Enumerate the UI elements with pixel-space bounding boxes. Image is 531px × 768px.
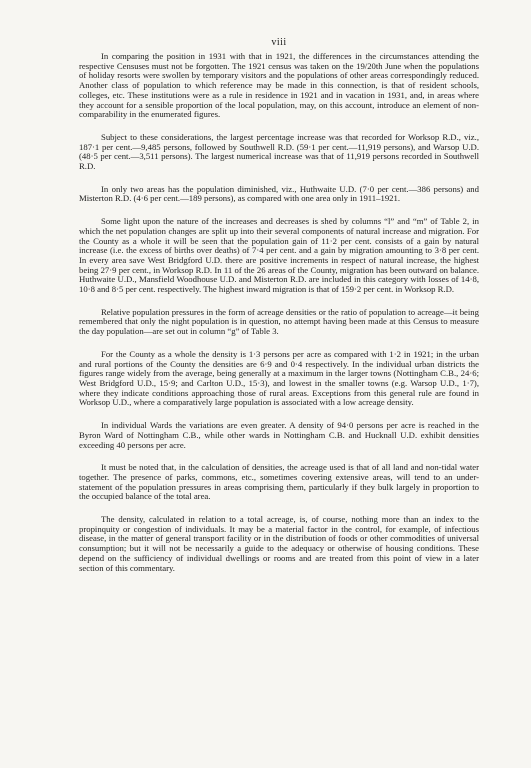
paragraph-comparison-circumstances: In comparing the position in 1931 with that in 1921, the differences in the circumstances attending the respective Censuses must not be forgotten. The 1921 census was taken on the 19/20th June when the populations of holiday resorts were swollen by temporary visitors and the populations of other areas correspondingly reduced. Another class of population to which reference may be made in this connection, is that of resident schools, colleges, etc. These institutions were as a rule in residence in 1921 and in vacation in 1931, and, in areas where they account for a sensible proportion of the local population, may, on this account, introduce an element of non-comparability in the enumerated figures.	[79, 51, 479, 120]
paragraph-acreage-calculation: It must be noted that, in the calculation of densities, the acreage used is that of all land and non-tidal water together. The presence of parks, commons, etc., sometimes covering extensive areas, will tend to an under-statement of the population pressures in areas comprising them, particularly if they bulk largely in proportion to the occupied balance of the total area.	[79, 462, 479, 502]
paragraph-population-diminished: In only two areas has the population diminished, viz., Huthwaite U.D. (7·0 per cent.—386 persons) and Misterton R.D. (4·6 per cent.—189 persons), as compared with one area only in 1911–1921.	[79, 183, 479, 204]
paragraph-acreage-densities: Relative population pressures in the form of acreage densities or the ratio of population to acreage—it being remembered that only the night population is in question, no attempt having been made at this Census to measure the day population—are set out in column “g” of Table 3.	[79, 306, 479, 337]
paragraph-largest-increase: Subject to these considerations, the largest percentage increase was that recorded for Worksop R.D., viz., 187·1 per cent.—9,485 persons, followed by Southwell R.D. (59·1 per cent.—11,919 persons), and Warsop U.D. (48·5 per cent.—3,511 persons). The largest numerical increase was that of 11,919 persons recorded in Southwell R.D.	[79, 131, 479, 172]
paragraph-county-density: For the County as a whole the density is 1·3 persons per acre as compared with 1·2 in 1921; in the urban and rural portions of the County the densities are 6·9 and 0·4 respectively. In the individual urban districts the figures range widely from the average, being generally at a maximum in the larger towns (Nottingham C.B., 24·6; West Bridgford U.D., 15·9; and Carlton U.D., 15·3), and lowest in the smaller towns (e.g. Warsop U.D., 1·7), where they indicate conditions approaching those of rural areas. Exceptions from this general rule are found in Worksop U.D., where a comparatively large population is associated with a low acreage density.	[79, 348, 479, 408]
page-number: viii	[271, 37, 287, 48]
paragraph-ward-variations: In individual Wards the variations are even greater. A density of 94·0 persons per acre is reached in the Byron Ward of Nottingham C.B., while other wards in Nottingham C.B. and Hucknall U.D. exhibit densities exceeding 40 persons per acre.	[79, 420, 479, 450]
paragraph-density-index: The density, calculated in relation to a total acreage, is, of course, nothing more than an index to the propinquity or congestion of individuals. It may be a material factor in the control, for example, of infectious disease, in the matter of general transport facility or in the distribution of foods or other commodities of universal consumption; but it will not be necessarily a guide to the adequacy or otherwise of housing conditions. These depend on the sufficiency of individual dwellings or rooms and are treated from this point of view in a later section of this commentary.	[79, 514, 479, 573]
paragraph-natural-increase-migration: Some light upon the nature of the increases and decreases is shed by columns “l” and “m” of Table 2, in which the net population changes are split up into their several components of natural increase and migration. For the County as a whole it will be seen that the population gain of 11·2 per cent. consists of a gain by natural increase (i.e. the excess of births over deaths) of 7·4 per cent. and a gain by migration amounting to 3·8 per cent. In every area save West Bridgford U.D. there are positive increments in respect of natural increase, the highest being 27·9 per cent., in Worksop R.D. In 11 of the 26 areas of the County, migration has been outward on balance. Huthwaite U.D., Mansfield Woodhouse U.D. and Misterton R.D. are included in this category with losses of 14·8, 10·8 and 8·5 per cent. respectively. The highest inward migration is that of 159·2 per cent. in Worksop R.D.	[79, 216, 479, 295]
